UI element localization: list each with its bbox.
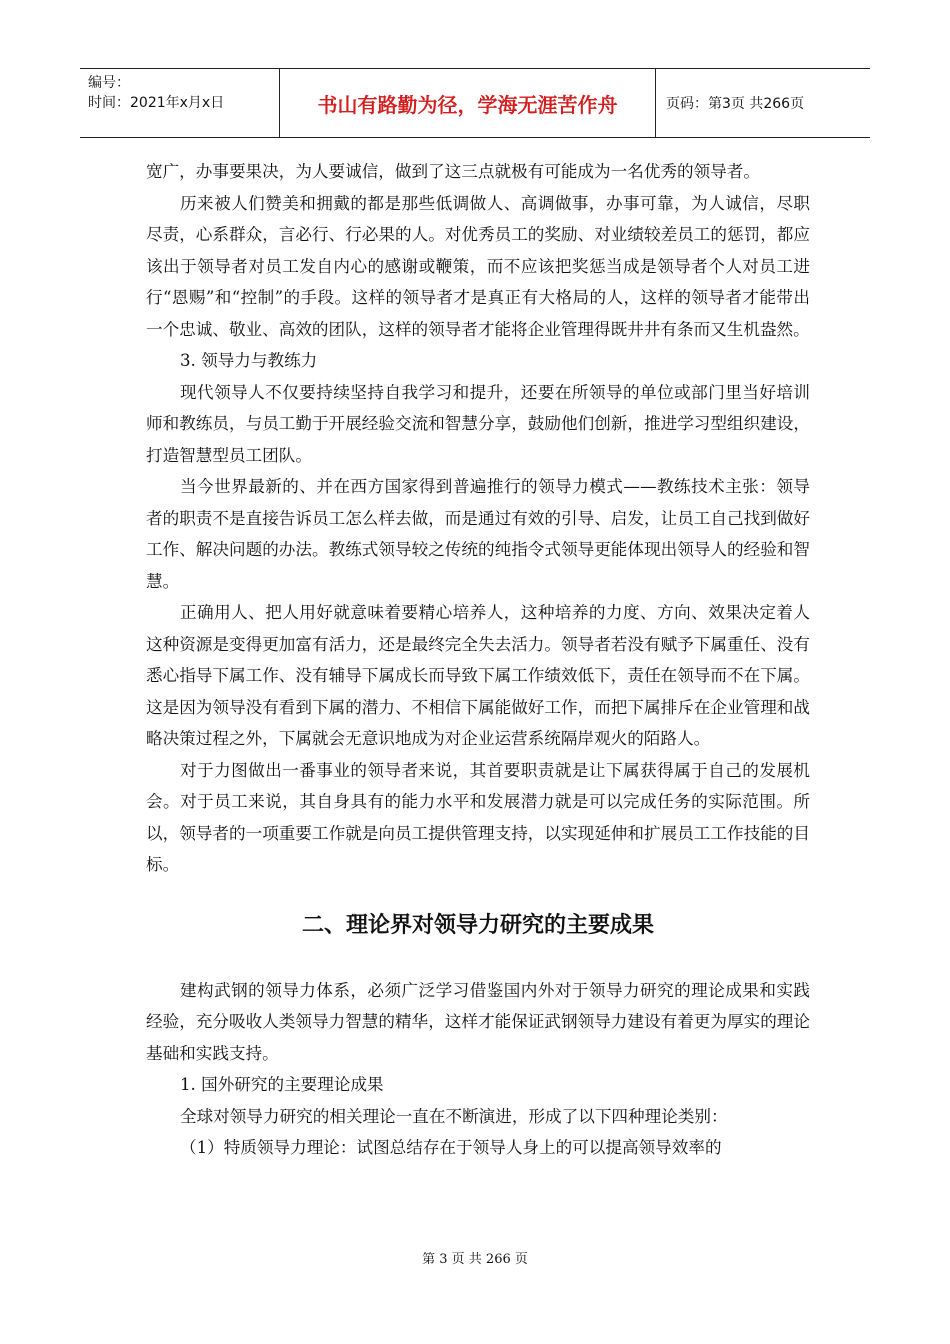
- document-header: [80, 68, 870, 138]
- paragraph: 对于力图做出一番事业的领导者来说，其首要职责就是让下属获得属于自己的发展机会。对于员工来说，其自身具有的能力水平和发展潜力就是可以完成任务的实际范围。所以，领导者的一项重要工作就是向员工提供管理支持，以实现延伸和扩展员工工作技能的目标。: [146, 760, 810, 874]
- header-motto: 书山有路勤为径，学海无涯苦作舟: [280, 69, 656, 137]
- paragraph: 全球对领导力研究的相关理论一直在不断演进，形成了以下四种理论类别：: [180, 1106, 728, 1126]
- paragraph: 当今世界最新的、并在西方国家得到普遍推行的领导力模式——教练技术主张：领导者的职责不是直接告诉员工怎么样去做，而是通过有效的引导、启发，让员工自己找到做好工作、解决问题的办法。教练式领导较之传统的纯指令式领导更能体现出领导人的经验和智慧。: [146, 477, 810, 591]
- paragraph: （1）特质领导力理论：试图总结存在于领导人身上的可以提高领导效率的: [180, 1138, 722, 1157]
- paragraph: 正确用人、把人用好就意味着要精心培养人，这种培养的力度、方向、效果决定着人这种资源是变得更加富有活力，还是最终完全失去活力。领导者若没有赋予下属重任、没有悉心指导下属工作、没有辅导下属成长而导致下属工作绩效低下，责任在领导而不在下属。这是因为领导没有看到下属的潜力、不相信下属能做好工作，而把下属排斥在企业管理和战略决策过程之外，下属就会无意识地成为对企业运营系统隔岸观火的陌路人。: [146, 603, 810, 748]
- header-meta: [80, 69, 280, 137]
- page-footer: 第 3 页 共 266 页: [422, 1252, 528, 1267]
- number-label: 编号：: [88, 75, 130, 91]
- paragraph: 宽广，办事要果决，为人要诚信，做到了这三点就极有可能成为一名优秀的领导者。: [146, 162, 760, 181]
- paragraph: 建构武钢的领导力体系，必须广泛学习借鉴国内外对于领导力研究的理论成果和实践经验，充分吸收人类领导力智慧的精华，这样才能保证武钢领导力建设有着更为厚实的理论基础和实践支持。: [146, 980, 810, 1063]
- document-body: [146, 156, 810, 1164]
- header-page-info: 页码：第3页 共266页: [666, 96, 805, 112]
- subsection-title: 1. 国外研究的主要理论成果: [180, 1075, 384, 1094]
- paragraph: 现代领导人不仅要持续坚持自我学习和提升，还要在所领导的单位或部门里当好培训师和教练员，与员工勤于开展经验交流和智慧分享，鼓励他们创新，推进学习型组织建设，打造智慧型员工团队。: [146, 382, 810, 465]
- subsection-title: 3. 领导力与教练力: [180, 351, 318, 370]
- time-label: 时间：2021年x月x日: [88, 95, 225, 111]
- section-heading: 二、理论界对领导力研究的主要成果: [301, 912, 654, 938]
- paragraph: 历来被人们赞美和拥戴的都是那些低调做人、高调做事，办事可靠，为人诚信，尽职尽责，心系群众，言必行、行必果的人。对优秀员工的奖励、对业绩较差员工的惩罚，都应该出于领导者对员工发自内心的感谢或鞭策，而不应该把奖惩当成是领导者个人对员工进行“恩赐”和“控制”的手段。这样的领导者才是真正有大格局的人，这样的领导者才能带出一个忠诚、敬业、高效的团队，这样的领导者才能将企业管理得既井井有条而又生机盎然。: [146, 193, 810, 339]
